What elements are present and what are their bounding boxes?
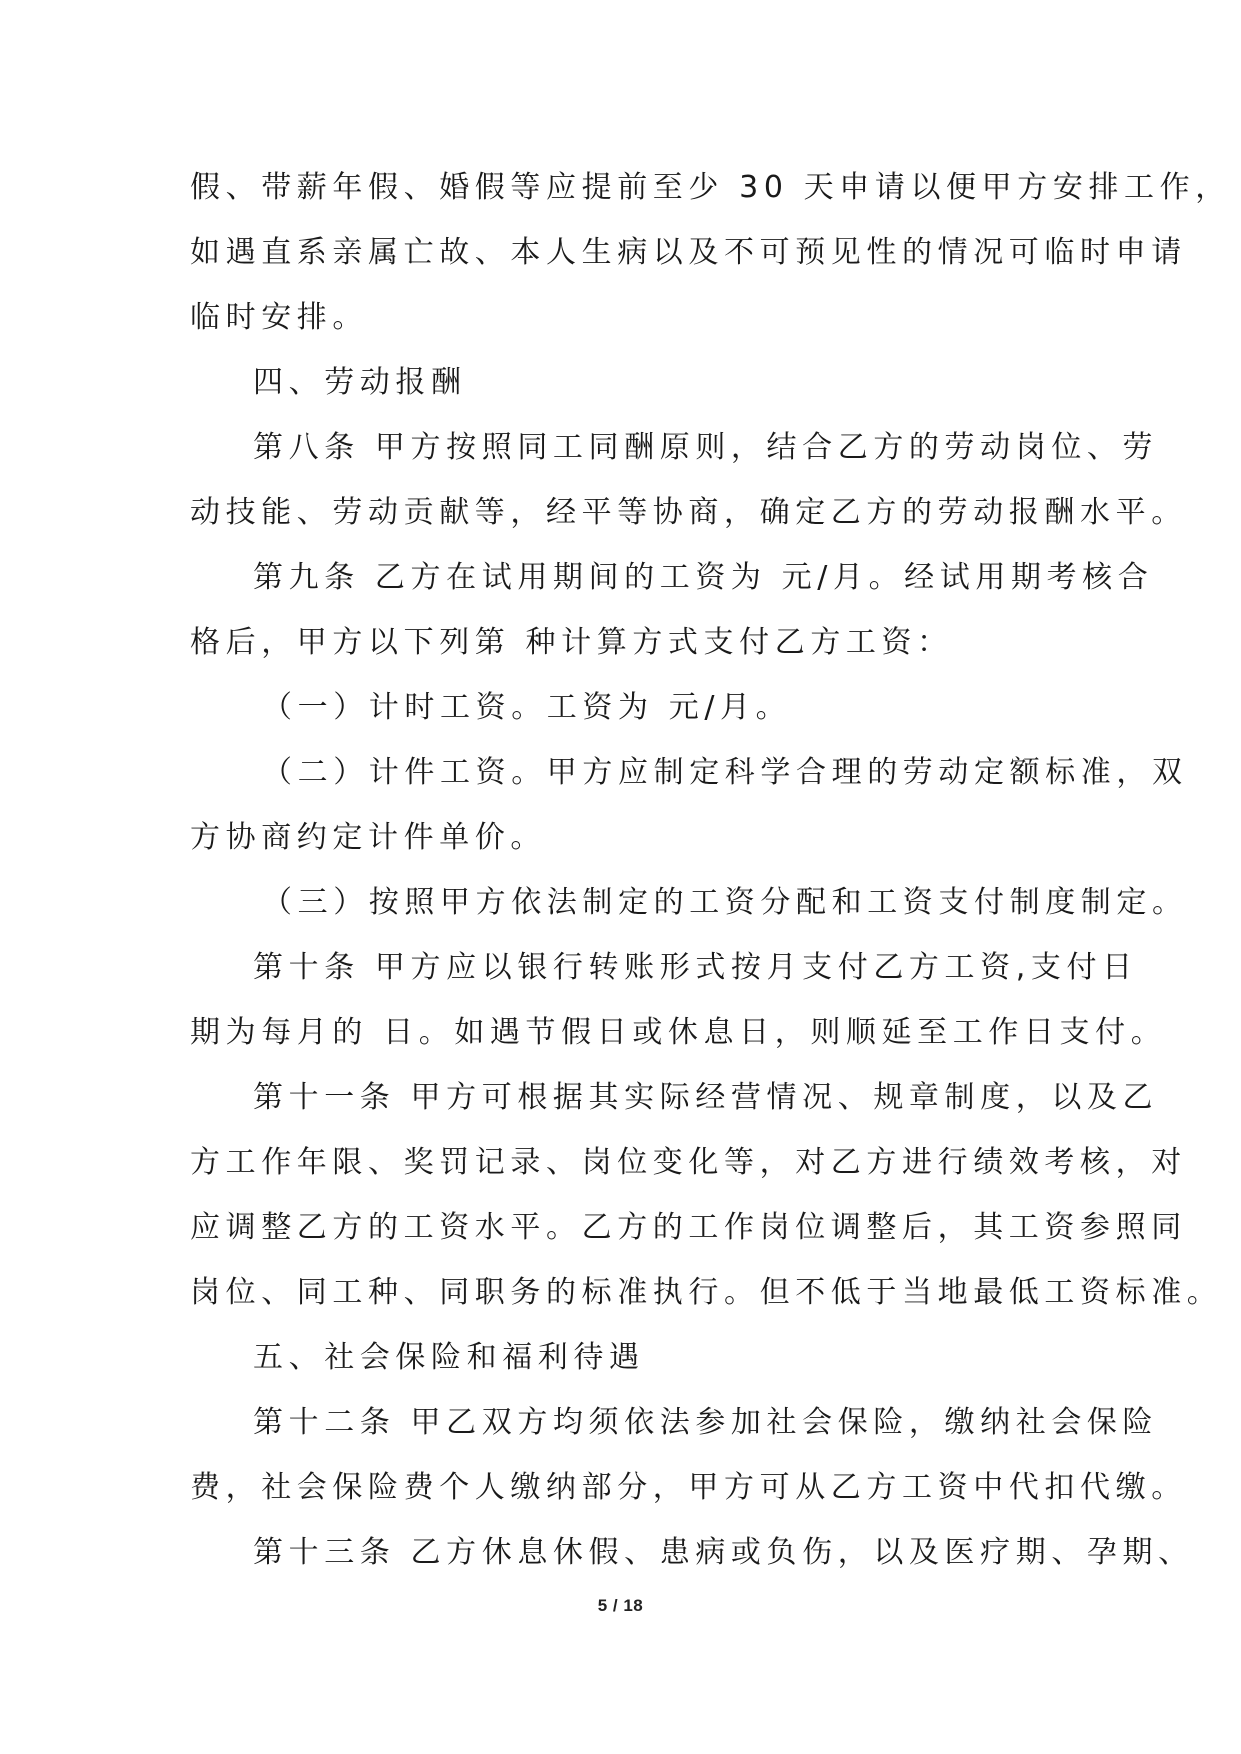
text-line: 如遇直系亲属亡故、本人生病以及不可预见性的情况可临时申请 [190, 235, 1187, 270]
text-line: 岗位、同工种、同职务的标准执行。但不低于当地最低工资标准。 [190, 1275, 1223, 1310]
clause-text: 第十二条 甲乙双方均须依法参加社会保险，缴纳社会保险 [253, 1405, 1159, 1440]
text-line: 动技能、劳动贡献等，经平等协商，确定乙方的劳动报酬水平。 [190, 495, 1187, 530]
section-heading: 四、劳动报酬 [253, 365, 467, 400]
document-body [190, 155, 1231, 1585]
text-line: 方工作年限、奖罚记录、岗位变化等，对乙方进行绩效考核，对 [190, 1145, 1187, 1180]
text-line: 应调整乙方的工资水平。乙方的工作岗位调整后，其工资参照同 [190, 1210, 1187, 1245]
clause-text: 第十一条 甲方可根据其实际经营情况、规章制度，以及乙 [253, 1080, 1159, 1115]
text-line: 费，社会保险费个人缴纳部分，甲方可从乙方工资中代扣代缴。 [190, 1470, 1187, 1505]
text-line: 期为每月的 日。如遇节假日或休息日，则顺延至工作日支付。 [190, 1015, 1167, 1050]
list-item: （三）按照甲方依法制定的工资分配和工资支付制度制定。 [262, 885, 1188, 920]
text-line: 方协商约定计件单价。 [190, 820, 546, 855]
list-item: （二）计件工资。甲方应制定科学合理的劳动定额标准，双 [262, 755, 1188, 790]
clause-text: 第十条 甲方应以银行转账形式按月支付乙方工资,支付日 [253, 950, 1138, 985]
clause-text: 第十三条 乙方休息休假、患病或负伤，以及医疗期、孕期、 [253, 1535, 1194, 1570]
clause-text: 第八条 甲方按照同工同酬原则，结合乙方的劳动岗位、劳 [253, 430, 1159, 465]
text-line: 临时安排。 [190, 300, 368, 335]
section-heading: 五、社会保险和福利待遇 [253, 1340, 645, 1375]
text-line: 格后，甲方以下列第 种计算方式支付乙方工资： [190, 625, 953, 660]
clause-text: 第九条 乙方在试用期间的工资为 元/月。经试用期考核合 [253, 560, 1154, 595]
text-line: 假、带薪年假、婚假等应提前至少 30 天申请以便甲方安排工作， [190, 170, 1231, 205]
list-item: （一）计时工资。工资为 元/月。 [262, 690, 792, 725]
page-number: 5 / 18 [597, 1596, 644, 1615]
